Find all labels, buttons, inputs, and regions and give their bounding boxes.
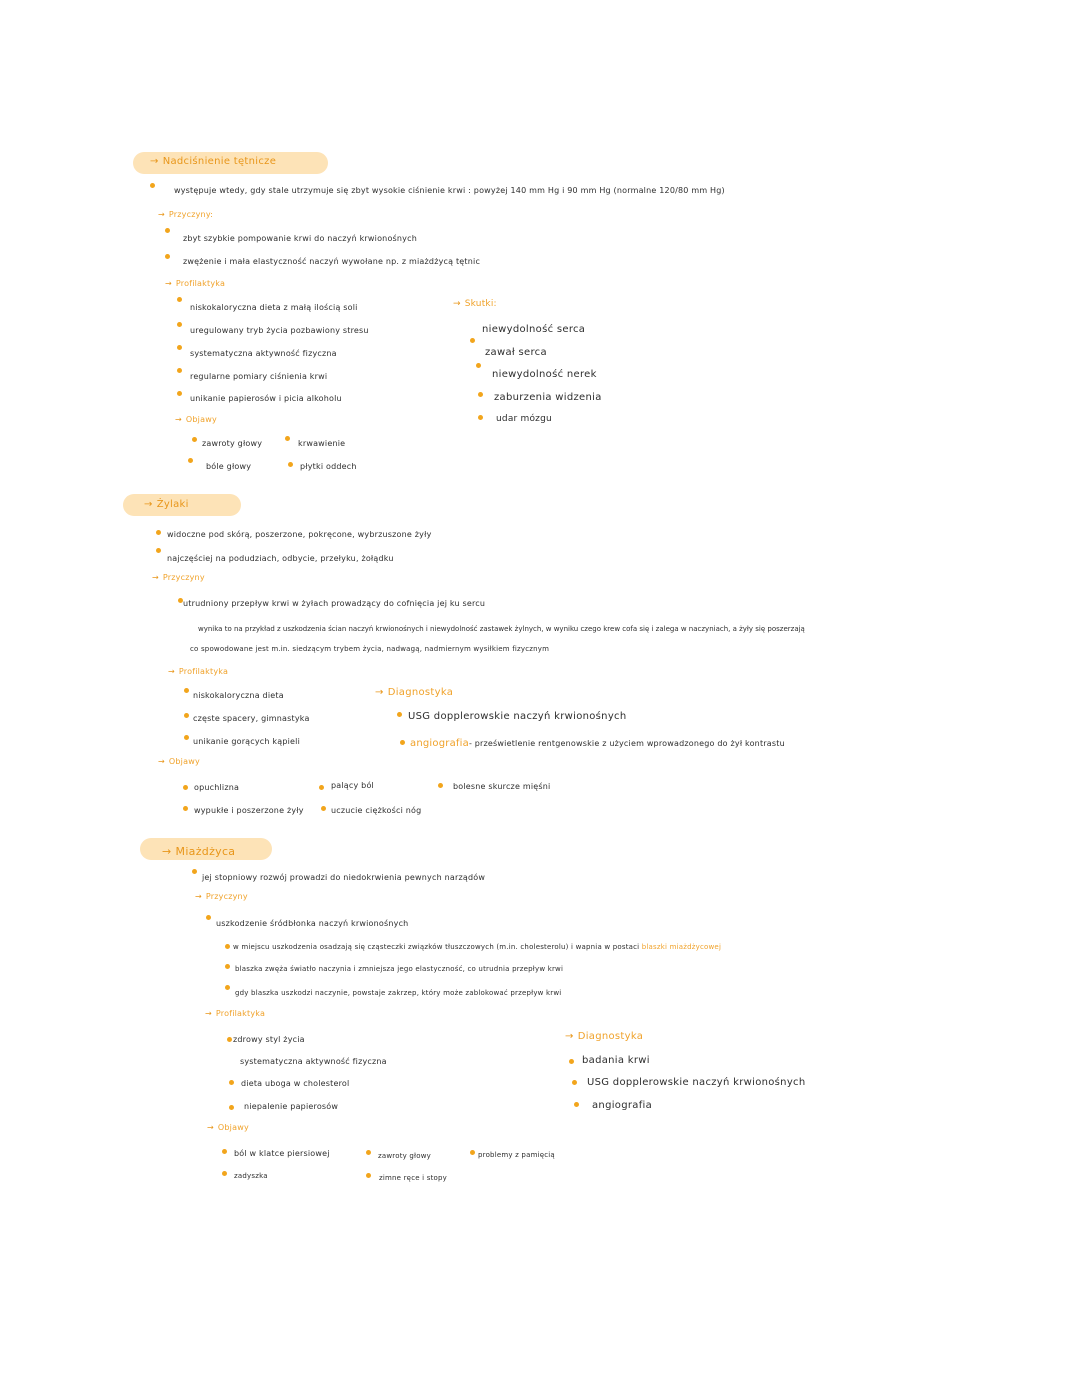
- bullet-icon: [150, 183, 155, 188]
- list-item: płytki oddech: [300, 462, 357, 471]
- list-item: niewydolność nerek: [492, 369, 597, 380]
- list-item: systematyczna aktywność fizyczna: [240, 1057, 387, 1066]
- bullet-icon: [183, 785, 188, 790]
- list-item: niskokaloryczna dieta: [193, 691, 284, 700]
- list-item: w miejscu uszkodzenia osadzają się cząsteczki związków tłuszczowych (m.in. cholesterolu) i wapnia w postaci blaszki miażdżycowej: [233, 943, 722, 951]
- bullet-icon: [397, 712, 402, 717]
- list-item: blaszka zwęża światło naczynia i zmniejsza jego elastyczność, co utrudnia przepływ krwi: [235, 965, 564, 973]
- bullet-icon: [177, 345, 182, 350]
- list-item: regularne pomiary ciśnienia krwi: [190, 372, 328, 381]
- section-title-nadcisnienie: → Nadciśnienie tętnicze: [150, 156, 277, 167]
- list-item: zdrowy styl życia: [233, 1035, 305, 1044]
- list-item: unikanie gorących kąpieli: [193, 737, 301, 746]
- bullet-icon: [177, 322, 182, 327]
- subheading-przyczyny: → Przyczyny: [152, 573, 205, 582]
- bullet-icon: [478, 392, 483, 397]
- arrow-icon: →: [205, 1009, 212, 1018]
- arrow-icon: →: [158, 757, 165, 766]
- list-item: udar mózgu: [496, 414, 552, 424]
- subheading-profilaktyka: → Profilaktyka: [205, 1009, 266, 1018]
- paragraph: co spowodowane jest m.in. siedzącym trybem życia, nadwagą, nadmiernym wysiłkiem fizycznym: [190, 645, 550, 653]
- subheading-profilaktyka: → Profilaktyka: [168, 667, 229, 676]
- list-item: zadyszka: [234, 1172, 268, 1180]
- list-item: uszkodzenie śródbłonka naczyń krwionośnych: [216, 919, 409, 928]
- bullet-icon: [400, 740, 405, 745]
- bullet-icon: [177, 391, 182, 396]
- arrow-icon: →: [150, 156, 159, 167]
- bullet-icon: [165, 228, 170, 233]
- arrow-icon: →: [207, 1123, 214, 1132]
- list-item: angiografia- prześwietlenie rentgenowskie z użyciem wprowadzonego do żył kontrastu: [410, 738, 785, 749]
- list-item: niskokaloryczna dieta z małą ilością soli: [190, 303, 358, 312]
- list-item: wypukłe i poszerzone żyły: [194, 806, 304, 815]
- bullet-icon: [478, 415, 483, 420]
- arrow-icon: →: [175, 415, 182, 424]
- list-item: utrudniony przepływ krwi w żyłach prowadzący do cofnięcia jej ku sercu: [183, 599, 486, 608]
- paragraph: jej stopniowy rozwój prowadzi do niedokrwienia pewnych narządów: [202, 873, 486, 882]
- bullet-icon: [192, 437, 197, 442]
- list-item: częste spacery, gimnastyka: [193, 714, 310, 723]
- paragraph: widoczne pod skórą, poszerzone, pokręcone, wybrzuszone żyły: [167, 530, 432, 539]
- bullet-icon: [366, 1173, 371, 1178]
- list-item: dieta uboga w cholesterol: [241, 1079, 350, 1088]
- arrow-icon: →: [144, 499, 153, 510]
- list-item: zawroty głowy: [202, 439, 263, 448]
- bullet-icon: [574, 1102, 579, 1107]
- arrow-icon: →: [453, 299, 461, 309]
- list-item: unikanie papierosów i picia alkoholu: [190, 394, 342, 403]
- arrow-icon: →: [168, 667, 175, 676]
- list-item: ból w klatce piersiowej: [234, 1149, 330, 1158]
- bullet-icon: [206, 915, 211, 920]
- list-item: badania krwi: [582, 1055, 650, 1066]
- bullet-icon: [476, 363, 481, 368]
- list-item: zwężenie i mała elastyczność naczyń wywołane np. z miażdżycą tętnic: [183, 257, 481, 266]
- bullet-icon: [321, 806, 326, 811]
- list-item: niewydolność serca: [482, 324, 586, 335]
- subheading-skutki: → Skutki:: [453, 299, 497, 309]
- paragraph: najczęściej na podudziach, odbycie, przełyku, żołądku: [167, 554, 394, 563]
- bullet-icon: [184, 688, 189, 693]
- list-item: problemy z pamięcią: [478, 1151, 555, 1159]
- section-title-miazdzyca: → Miażdżyca: [162, 845, 236, 858]
- bullet-icon: [438, 783, 443, 788]
- arrow-icon: →: [375, 687, 384, 698]
- subheading-objawy: → Objawy: [158, 757, 200, 766]
- list-item: angiografia: [592, 1100, 653, 1111]
- bullet-icon: [569, 1059, 574, 1064]
- bullet-icon: [177, 368, 182, 373]
- arrow-icon: →: [195, 892, 202, 901]
- bullet-icon: [319, 785, 324, 790]
- arrow-icon: →: [158, 210, 165, 219]
- paragraph: wynika to na przykład z uszkodzenia ścian naczyń krwionośnych i niewydolność zastawek żylnych, w wyniku czego krew cofa się i zalega w naczyniach, a żyły się poszerzają: [198, 625, 805, 633]
- list-item: zbyt szybkie pompowanie krwi do naczyń krwionośnych: [183, 234, 417, 243]
- arrow-icon: →: [152, 573, 159, 582]
- subheading-profilaktyka: → Profilaktyka: [165, 279, 226, 288]
- bullet-icon: [222, 1171, 227, 1176]
- list-item: bolesne skurcze mięśni: [453, 782, 551, 791]
- bullet-icon: [165, 254, 170, 259]
- subheading-objawy: → Objawy: [175, 415, 217, 424]
- bullet-icon: [184, 735, 189, 740]
- bullet-icon: [470, 338, 475, 343]
- list-item: zawroty głowy: [378, 1152, 431, 1160]
- bullet-icon: [192, 869, 197, 874]
- list-item: USG dopplerowskie naczyń krwionośnych: [408, 711, 627, 722]
- subheading-diagnostyka: → Diagnostyka: [375, 687, 454, 698]
- bullet-icon: [572, 1080, 577, 1085]
- list-item: systematyczna aktywność fizyczna: [190, 349, 337, 358]
- bullet-icon: [177, 297, 182, 302]
- bullet-icon: [183, 806, 188, 811]
- list-item: uregulowany tryb życia pozbawiony stresu: [190, 326, 369, 335]
- list-item: niepalenie papierosów: [244, 1102, 339, 1111]
- bullet-icon: [225, 964, 230, 969]
- bullet-icon: [225, 985, 230, 990]
- bullet-icon: [470, 1150, 475, 1155]
- bullet-icon: [222, 1149, 227, 1154]
- bullet-icon: [288, 462, 293, 467]
- paragraph: występuje wtedy, gdy stale utrzymuje się zbyt wysokie ciśnienie krwi : powyżej 140 mm Hg i 90 mm Hg (normalne 120/80 mm Hg): [174, 186, 725, 195]
- bullet-icon: [285, 436, 290, 441]
- list-item: palący ból: [331, 781, 374, 790]
- bullet-icon: [366, 1150, 371, 1155]
- arrow-icon: →: [565, 1031, 574, 1042]
- list-item: bóle głowy: [206, 462, 252, 471]
- subheading-przyczyny: → Przyczyny: [195, 892, 248, 901]
- list-item: krwawienie: [298, 439, 346, 448]
- bullet-icon: [184, 713, 189, 718]
- section-title-zylaki: → Żylaki: [144, 499, 189, 510]
- subheading-diagnostyka: → Diagnostyka: [565, 1031, 644, 1042]
- list-item: opuchlizna: [194, 783, 240, 792]
- subheading-objawy: → Objawy: [207, 1123, 249, 1132]
- bullet-icon: [227, 1037, 232, 1042]
- list-item: zimne ręce i stopy: [379, 1174, 448, 1182]
- arrow-icon: →: [162, 845, 172, 858]
- bullet-icon: [225, 944, 230, 949]
- arrow-icon: →: [165, 279, 172, 288]
- bullet-icon: [156, 530, 161, 535]
- bullet-icon: [229, 1080, 234, 1085]
- subheading-przyczyny: → Przyczyny:: [158, 210, 214, 219]
- bullet-icon: [229, 1105, 234, 1110]
- list-item: zaburzenia widzenia: [494, 392, 602, 403]
- bullet-icon: [188, 458, 193, 463]
- bullet-icon: [156, 548, 161, 553]
- list-item: gdy blaszka uszkodzi naczynie, powstaje zakrzep, który może zablokować przepływ krwi: [235, 989, 562, 997]
- list-item: zawał serca: [485, 347, 547, 358]
- list-item: uczucie ciężkości nóg: [331, 806, 422, 815]
- list-item: USG dopplerowskie naczyń krwionośnych: [587, 1077, 806, 1088]
